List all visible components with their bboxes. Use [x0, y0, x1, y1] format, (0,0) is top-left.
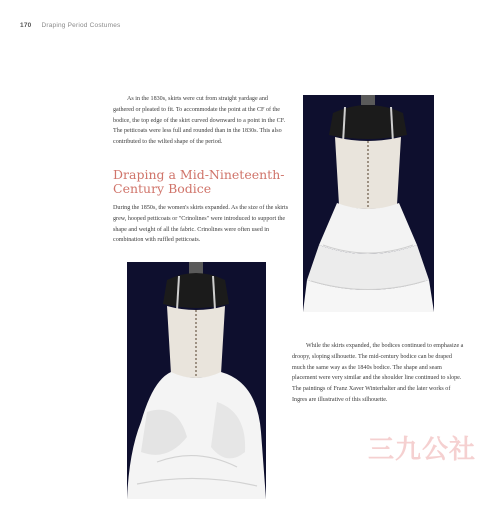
page-number: 170: [20, 22, 32, 29]
right-paragraph: While the skirts expanded, the bodices continued to emphasize a droopy, sloping silhouette. The mid-century bodice can be draped much the same way as the 1840s bodice. The shape and seam placement were very similar and the shoulder line continued to slope. The paintings of Franz Xaver Winterhalter and the later works of Ingres are illustrative of this silhouette.: [292, 343, 464, 403]
photo-dress-form-crinoline: [127, 262, 266, 499]
running-header: [20, 22, 120, 29]
intro-paragraph: As in the 1830s, skirts were cut from straight yardage and gathered or pleated to fit. To accommodate the point at the CF of the bodice, the top edge of the skirt curved downward to a point in the CF. The petticoats were less full and rounded than in the 1830s. This also contributed to the wilted shape of the period.: [113, 96, 286, 146]
running-title: Draping Period Costumes: [41, 22, 121, 29]
section-paragraph: During the 1850s, the women's skirts expanded. As the size of the skirts grew, hooped petticoats or "Crinolines" were introduced to support the shape and weight of all the fabric. Crinolines were often used in combination with ruffled petticoats.: [113, 205, 289, 244]
section-heading: Draping a Mid-Nineteenth-Century Bodice: [113, 167, 285, 196]
photo-dress-form-petticoats: [303, 95, 434, 312]
watermark: 三九公社: [368, 435, 477, 465]
